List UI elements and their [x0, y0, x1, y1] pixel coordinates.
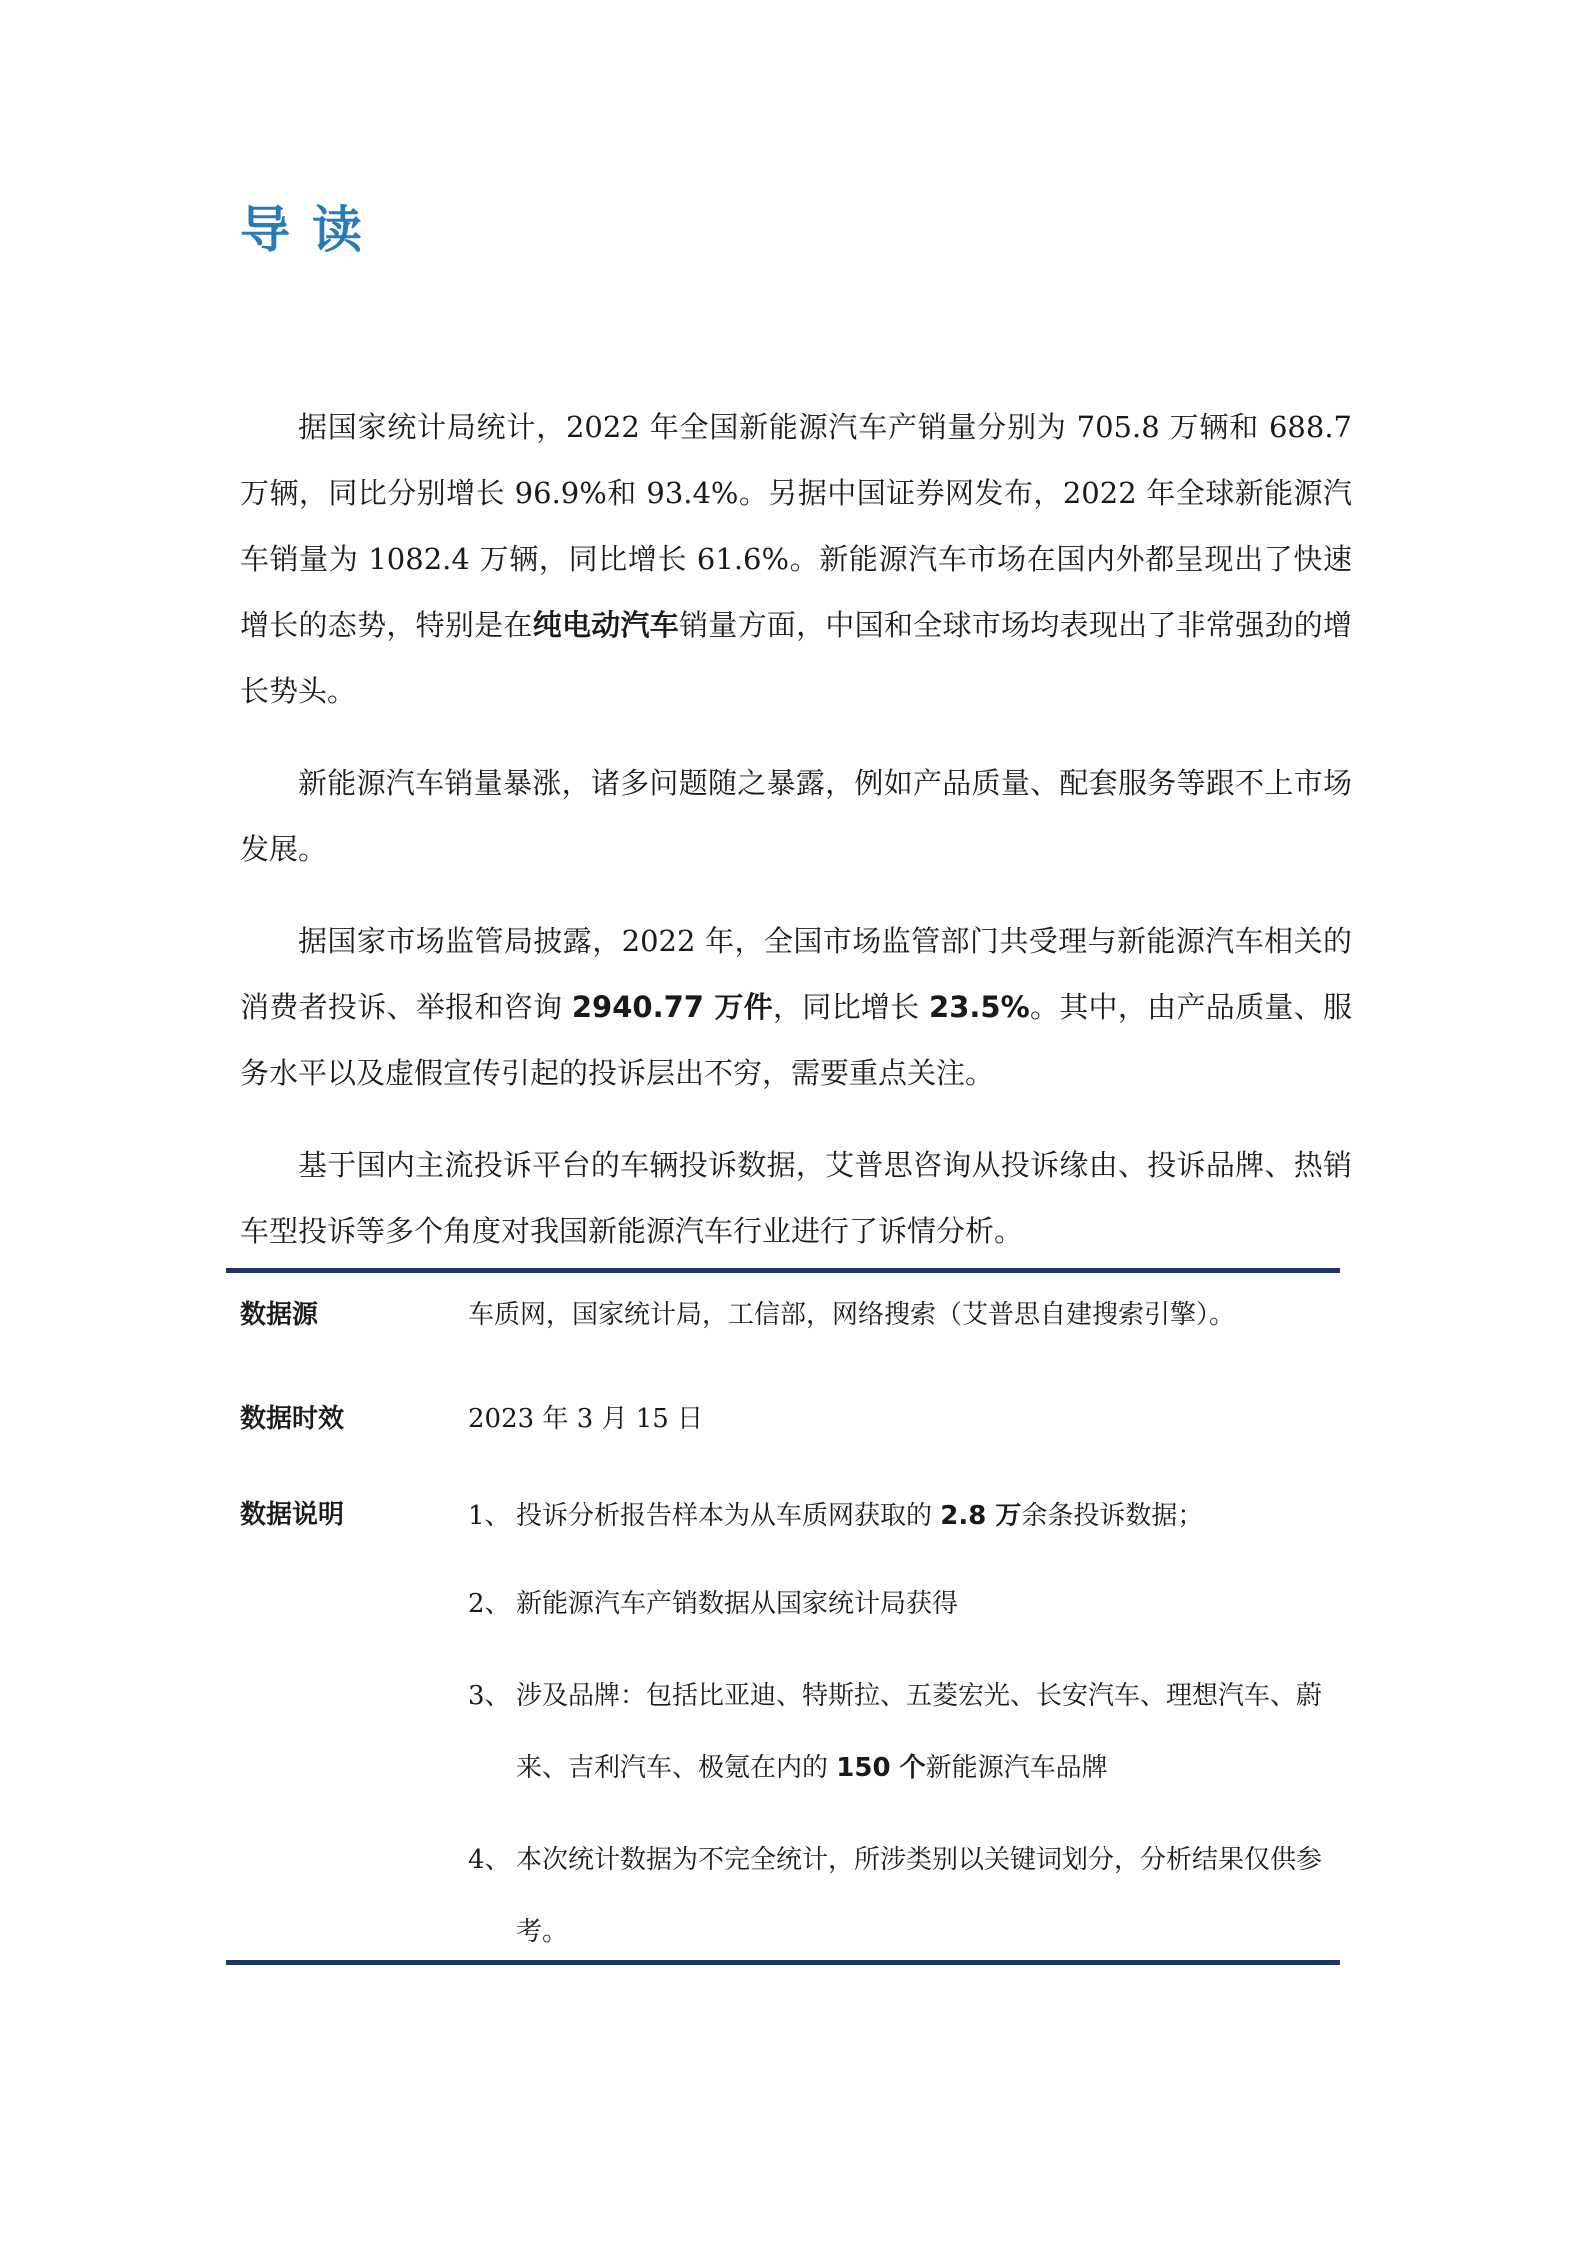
date-label: 数据时效: [240, 1404, 345, 1434]
intro-section: [240, 394, 1352, 1290]
note-item-1: [468, 1480, 1348, 1552]
note-number: 3、: [468, 1681, 511, 1711]
p1-text-c: 销量方面，中国和全球市场均表现出了非常强劲的增长势头。: [240, 608, 1352, 708]
note-number: 4、: [468, 1845, 511, 1875]
note-text: [516, 1660, 1348, 1804]
source-value: 车质网，国家统计局，工信部，网络搜索（艾普思自建搜索引擎）。: [468, 1300, 1236, 1330]
p3-text-a: 据国家市场监管局披露，2022 年，全国市场监管部门共受理与新能源汽车相关的消费者投诉、举报和咨询: [240, 924, 1352, 1024]
p3-complaint-count: 2940.77 万件: [571, 990, 773, 1024]
intro-paragraph-4: 基于国内主流投诉平台的车辆投诉数据，艾普思咨询从投诉缘由、投诉品牌、热销车型投诉等多个角度对我国新能源汽车行业进行了诉情分析。: [240, 1148, 1352, 1248]
note-item-2: [468, 1568, 1348, 1640]
intro-paragraph-2: 新能源汽车销量暴涨，诸多问题随之暴露，例如产品质量、配套服务等跟不上市场发展。: [240, 766, 1352, 866]
p3-growth-rate: 23.5%: [929, 990, 1030, 1024]
p1-text-a: 据国家统计局统计，2022 年全国新能源汽车产销量分别为 705.8 万辆和 688.7 万辆，同比分别增长 96.9%和 93.4%。另据中国证券网发布，2022 年全球新能源汽车销量为 1082.4 万辆，同比增长 61.6%。新能源汽车市场在国内外都呈现出了快速增长的态势，特别是在: [240, 410, 1352, 642]
note-text: [516, 1480, 1348, 1552]
note-3-emphasis: 150 个: [836, 1753, 926, 1783]
intro-paragraph-3: [240, 908, 1352, 1106]
note-text: 新能源汽车产销数据从国家统计局获得: [516, 1589, 959, 1619]
notes-label: 数据说明: [240, 1500, 345, 1530]
note-item-3: [468, 1660, 1348, 1804]
note-1-emphasis: 2.8 万: [940, 1501, 1022, 1531]
date-value: 2023 年 3 月 15 日: [468, 1404, 704, 1434]
p3-text-c: ，同比增长: [772, 990, 930, 1024]
note-1-text-a: 投诉分析报告样本为从车质网获取的: [516, 1501, 941, 1531]
page-title: 导读: [240, 201, 384, 259]
note-1-text-c: 余条投诉数据；: [1021, 1501, 1204, 1531]
note-text: 本次统计数据为不完全统计，所涉类别以关键词划分，分析结果仅供参考。: [516, 1845, 1323, 1947]
p1-emphasis: 纯电动汽车: [532, 608, 680, 642]
divider-bottom: [226, 1960, 1340, 1965]
note-3-text-c: 新能源汽车品牌: [925, 1753, 1108, 1783]
p3-text-e: 。其中，由产品质量、服务水平以及虚假宣传引起的投诉层出不穷，需要重点关注。: [240, 990, 1352, 1090]
note-number: 2、: [468, 1589, 511, 1619]
source-label: 数据源: [240, 1300, 319, 1330]
note-number: 1、: [468, 1501, 511, 1531]
note-3-text-a: 涉及品牌：包括比亚迪、特斯拉、五菱宏光、长安汽车、理想汽车、蔚来、吉利汽车、极氪在内的: [516, 1681, 1323, 1783]
divider-top: [226, 1268, 1340, 1273]
intro-paragraph-1: [240, 394, 1352, 724]
note-item-4: [468, 1824, 1348, 1968]
